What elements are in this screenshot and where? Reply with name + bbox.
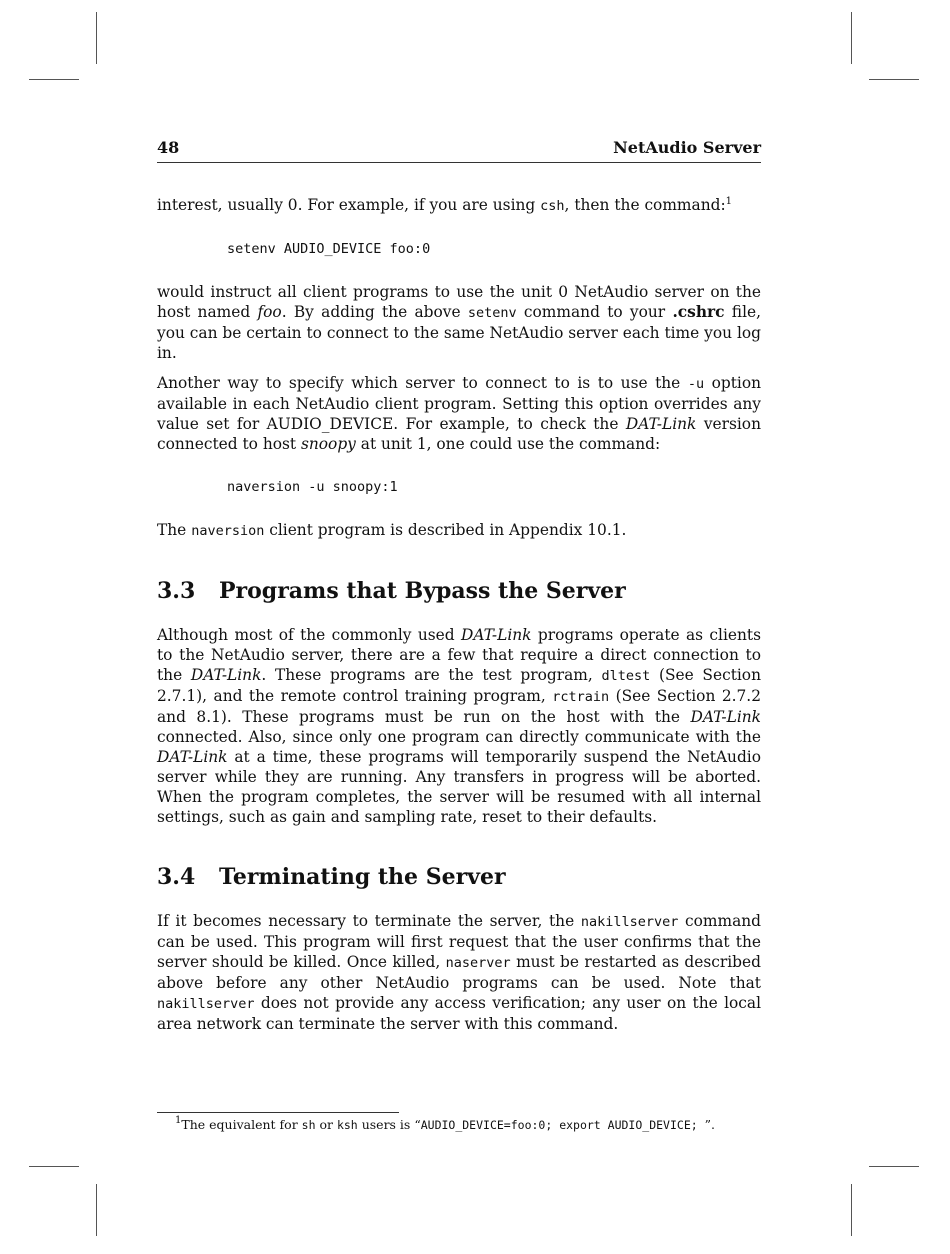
section-heading: 3.4 Terminating the Server: [157, 864, 506, 890]
crop-mark: [851, 12, 852, 64]
footnote-ref[interactable]: 1: [725, 196, 733, 207]
crop-mark: [96, 1184, 97, 1236]
body-paragraph: If it becomes necessary to terminate the server, the nakillserver command can be used. This program will first request that the user confirms that the server should be killed. Once killed, naserver must be restarted as described above before any other NetAudio programs can be used. Note that nakillserver does not provide any access verification; any user on the local area network can terminate the server with this command.: [157, 912, 762, 1033]
body-paragraph: The naversion client program is described in Appendix 10.1.: [157, 521, 627, 539]
command-example: naversion -u snoopy:1: [227, 479, 398, 495]
footnote: $^1$The equivalent for sh or ksh users is “AUDIO_DEVICE=foo:0; export AUDIO_DEVICE; ”.: [175, 1115, 715, 1132]
page-number: 48: [157, 138, 180, 157]
crop-mark: [29, 1166, 79, 1167]
command-example: setenv AUDIO_DEVICE foo:0: [227, 241, 431, 257]
body-paragraph: interest, usually 0. For example, if you are using csh, then the command:$^1$: [157, 196, 733, 214]
body-paragraph: would instruct all client programs to use the unit 0 NetAudio server on the host named foo. By adding the above setenv command to your .cshrc file, you can be certain to connect to the same NetAudio server each time you log in.: [157, 283, 761, 362]
body-paragraph: Another way to specify which server to connect to is to use the -u option available in each NetAudio client program. Setting this option overrides any value set for AUDIO_DEVICE. For example, to check the DAT-Link version connected to host snoopy at unit 1, one could use the command:: [157, 374, 761, 453]
document-page: [157, 138, 761, 1133]
section-heading: 3.3 Programs that Bypass the Server: [157, 578, 626, 604]
running-title: NetAudio Server: [613, 138, 761, 157]
footnote-rule: [157, 1112, 399, 1113]
crop-mark: [851, 1184, 852, 1236]
crop-mark: [29, 79, 79, 80]
crop-mark: [96, 12, 97, 64]
crop-mark: [869, 79, 919, 80]
running-header: [157, 138, 761, 163]
crop-mark: [869, 1166, 919, 1167]
body-paragraph: Although most of the commonly used DAT-Link programs operate as clients to the NetAudio server, there are a few that require a direct connection to the DAT-Link. These programs are the test program, dltest (See Section 2.7.1), and the remote control training program, rctrain (See Section 2.7.2 and 8.1). These programs must be run on the host with the DAT-Link connected. Also, since only one program can directly communicate with the DAT-Link at a time, these programs will temporarily suspend the NetAudio server while they are running. Any transfers in progress will be aborted. When the program completes, the server will be resumed with all internal settings, such as gain and sampling rate, reset to their defaults.: [157, 626, 761, 826]
